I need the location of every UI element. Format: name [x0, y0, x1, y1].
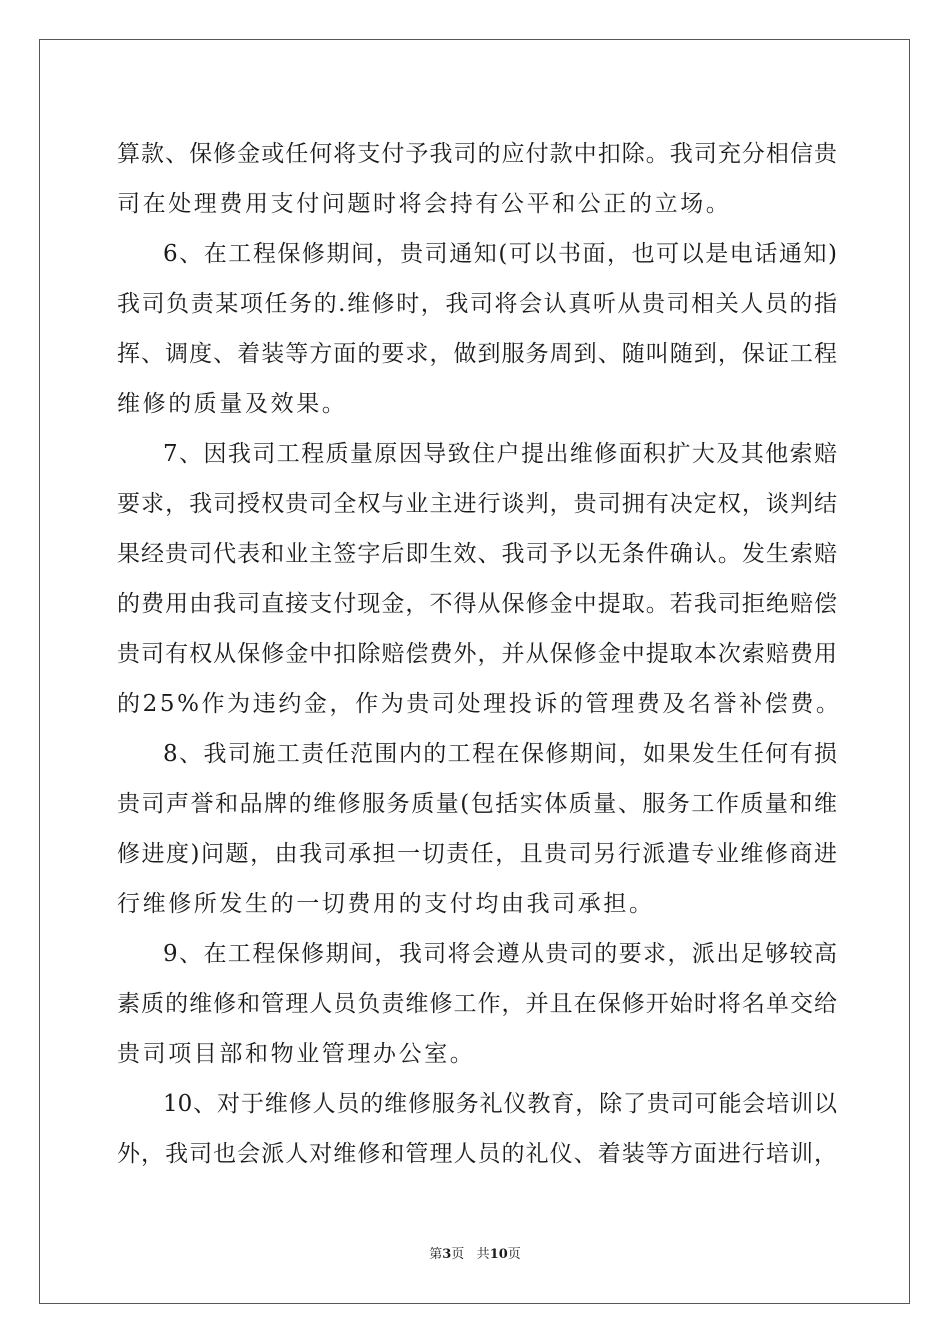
text-line: 我司负责某项任务的.维修时，我司将会认真听从贵司相关人员的指 [117, 291, 837, 317]
text-line: 维修的质量及效果。 [117, 391, 348, 417]
paragraph-8-start: 8、我司施工责任范围内的工程在保修期间，如果发生任何有损 [163, 741, 837, 767]
page-label-prefix: 第 [429, 1247, 443, 1262]
text-line: 贵司项目部和物业管理办公室。 [117, 1041, 476, 1067]
page-label-unit: 页 [451, 1247, 465, 1262]
text-line: 贵司声誉和品牌的维修服务质量(包括实体质量、服务工作质量和维 [117, 791, 837, 817]
paragraph-10-start: 10、对于维修人员的维修服务礼仪教育，除了贵司可能会培训以 [163, 1091, 837, 1117]
paragraph-9-start: 9、在工程保修期间，我司将会遵从贵司的要求，派出足够较高 [163, 941, 837, 967]
text-line: 贵司有权从保修金中扣除赔偿费外，并从保修金中提取本次索赔费用 [117, 641, 837, 667]
paragraph-7-start: 7、因我司工程质量原因导致住户提出维修面积扩大及其他索赔 [163, 441, 837, 467]
text-line: 的25%作为违约金，作为贵司处理投诉的管理费及名誉补偿费。 [117, 691, 842, 717]
total-label-unit: 页 [507, 1247, 521, 1262]
page-number: 3 [442, 1247, 452, 1262]
text-line: 行维修所发生的一切费用的支付均由我司承担。 [117, 891, 655, 917]
text-line: 修进度)问题，由我司承担一切责任，且贵司另行派遣专业维修商进 [117, 841, 837, 867]
text-line: 挥、调度、着装等方面的要求，做到服务周到、随叫随到，保证工程 [117, 341, 837, 367]
text-line: 算款、保修金或任何将支付予我司的应付款中扣除。我司充分相信贵 [117, 141, 837, 167]
text-line: 的费用由我司直接支付现金，不得从保修金中提取。若我司拒绝赔偿 [117, 591, 837, 617]
total-label-prefix: 共 [476, 1247, 490, 1262]
text-line: 要求，我司授权贵司全权与业主进行谈判，贵司拥有决定权，谈判结 [117, 491, 837, 517]
text-line: 果经贵司代表和业主签字后即生效、我司予以无条件确认。发生索赔 [117, 541, 837, 567]
text-line: 素质的维修和管理人员负责维修工作，并且在保修开始时将名单交给 [117, 991, 837, 1017]
paragraph-6-start: 6、在工程保修期间，贵司通知(可以书面，也可以是电话通知) [163, 241, 837, 267]
page-footer [0, 1246, 950, 1264]
total-pages: 10 [489, 1247, 508, 1262]
text-line: 司在处理费用支付问题时将会持有公平和公正的立场。 [117, 191, 732, 217]
text-line: 外，我司也会派人对维修和管理人员的礼仪、着装等方面进行培训， [117, 1141, 837, 1167]
